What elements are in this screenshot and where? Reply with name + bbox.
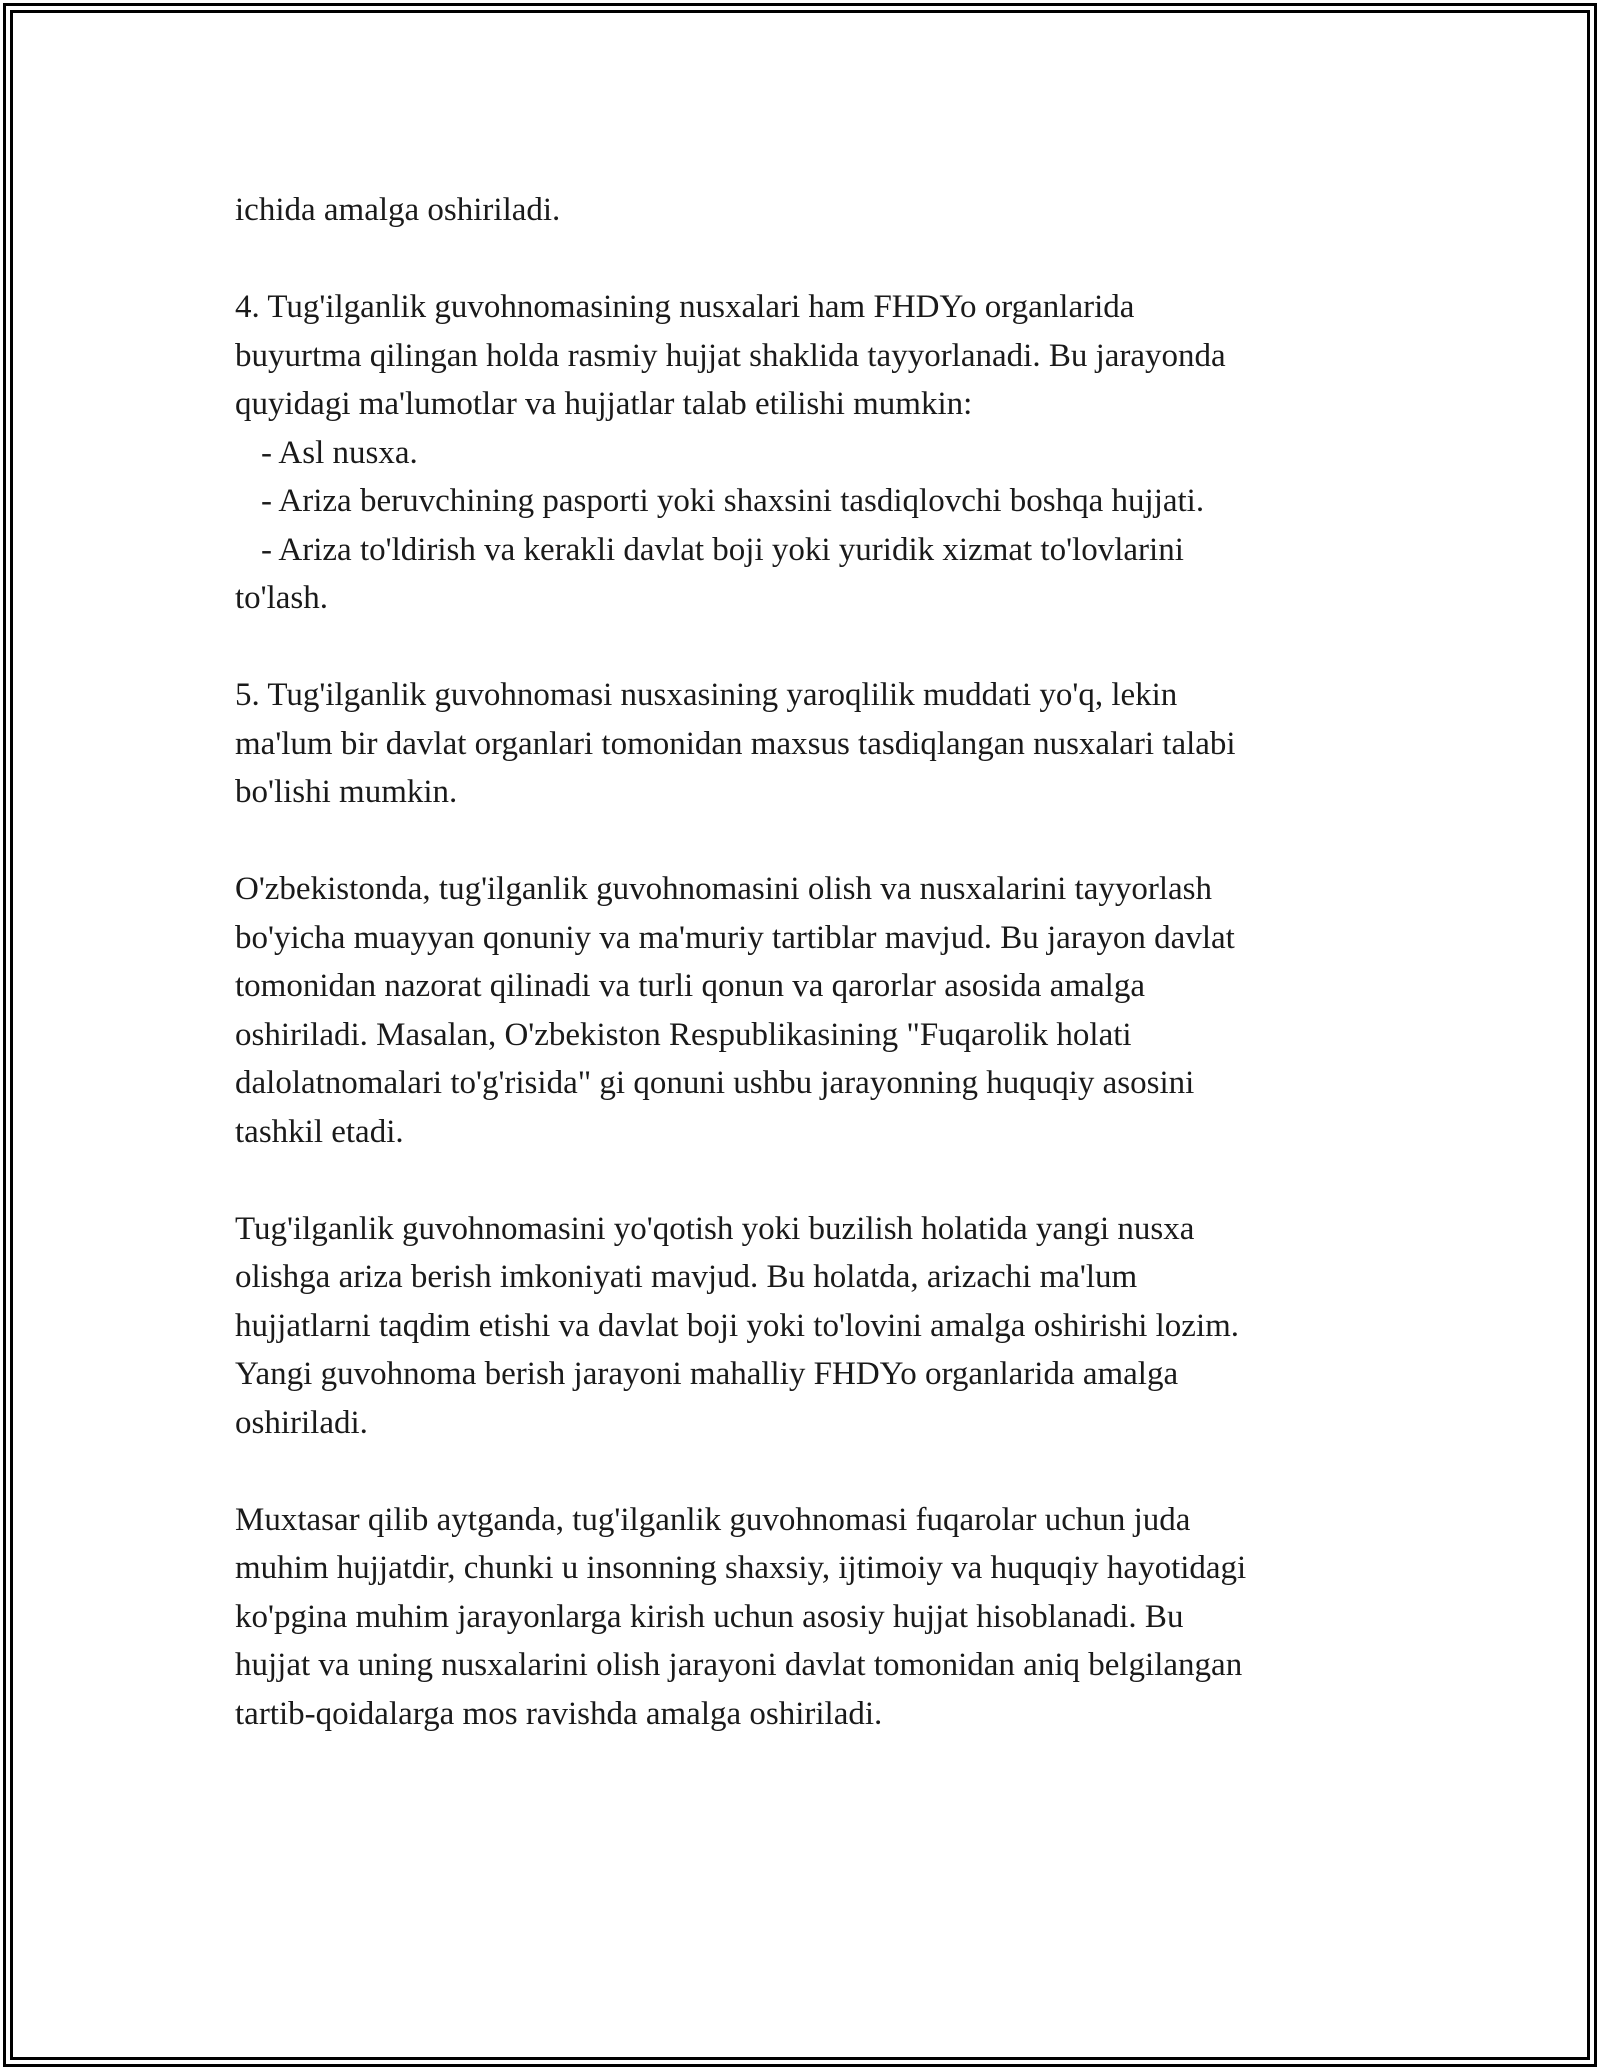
paragraph-lost-certificate [235, 1205, 1405, 1448]
text-line: to'lash. [235, 580, 329, 616]
text-line: ma'lum bir davlat organlari tomonidan maxsus tasdiqlangan nusxalari talabi [235, 725, 1236, 762]
text-line: hujjat va uning nusxalarini olish jarayoni davlat tomonidan aniq belgilangan [235, 1647, 1243, 1683]
text-line: tashkil etadi. [235, 1113, 404, 1150]
text-line: bo'yicha muayyan qonuniy va ma'muriy tartiblar mavjud. Bu jarayon davlat [235, 919, 1235, 956]
list-item: - Ariza to'ldirish va kerakli davlat boji yoki yuridik xizmat to'lovlarini [261, 531, 1184, 568]
paragraph-item-5 [235, 671, 1405, 817]
text-line: 5. Tug'ilganlik guvohnomasi nusxasining yaroqlilik muddati yo'q, lekin [235, 677, 1178, 713]
text-line: dalolatnomalari to'g'risida" gi qonuni ushbu jarayonning huquqiy asosini [235, 1065, 1195, 1101]
paragraph-conclusion [235, 1496, 1405, 1739]
text-line: oshiriladi. Masalan, O'zbekiston Respublikasining "Fuqarolik holati [235, 1016, 1132, 1053]
text-line: olishga ariza berish imkoniyati mavjud. Bu holatda, arizachi ma'lum [235, 1259, 1138, 1295]
paragraph-item-4 [235, 283, 1405, 623]
list-item: - Ariza beruvchining pasporti yoki shaxsini tasdiqlovchi boshqa hujjati. [261, 483, 1205, 519]
text-line: buyurtma qilingan holda rasmiy hujjat shaklida tayyorlanadi. Bu jarayonda [235, 337, 1226, 374]
text-line: ichida amalga oshiriladi. [235, 192, 561, 228]
text-line: oshiriladi. [235, 1404, 368, 1441]
text-line: O'zbekistonda, tug'ilganlik guvohnomasini olish va nusxalarini tayyorlash [235, 871, 1212, 907]
text-line: ko'pgina muhim jarayonlarga kirish uchun asosiy hujjat hisoblanadi. Bu [235, 1598, 1184, 1635]
text-line: quyidagi ma'lumotlar va hujjatlar talab etilishi mumkin: [235, 386, 973, 422]
text-line: Tug'ilganlik guvohnomasini yo'qotish yoki buzilish holatida yangi nusxa [235, 1210, 1195, 1247]
paragraph-uzbekistan-procedures [235, 865, 1405, 1156]
text-line: Yangi guvohnoma berish jarayoni mahalliy FHDYo organlarida amalga [235, 1356, 1179, 1392]
text-line: 4. Tug'ilganlik guvohnomasining nusxalari ham FHDYo organlarida [235, 289, 1135, 325]
list-item: - Asl nusxa. [261, 434, 418, 471]
text-line: bo'lishi mumkin. [235, 774, 458, 810]
text-line: Muxtasar qilib aytganda, tug'ilganlik guvohnomasi fuqarolar uchun juda [235, 1501, 1191, 1538]
text-line: tartib-qoidalarga mos ravishda amalga oshiriladi. [235, 1695, 883, 1732]
text-line: hujjatlarni taqdim etishi va davlat boji yoki to'lovini amalga oshirishi lozim. [235, 1307, 1240, 1344]
paragraph-continuation [235, 186, 1405, 235]
document-body [235, 186, 1405, 1787]
text-line: tomonidan nazorat qilinadi va turli qonun va qarorlar asosida amalga [235, 968, 1145, 1004]
text-line: muhim hujjatdir, chunki u insonning shaxsiy, ijtimoiy va huquqiy hayotidagi [235, 1550, 1247, 1586]
